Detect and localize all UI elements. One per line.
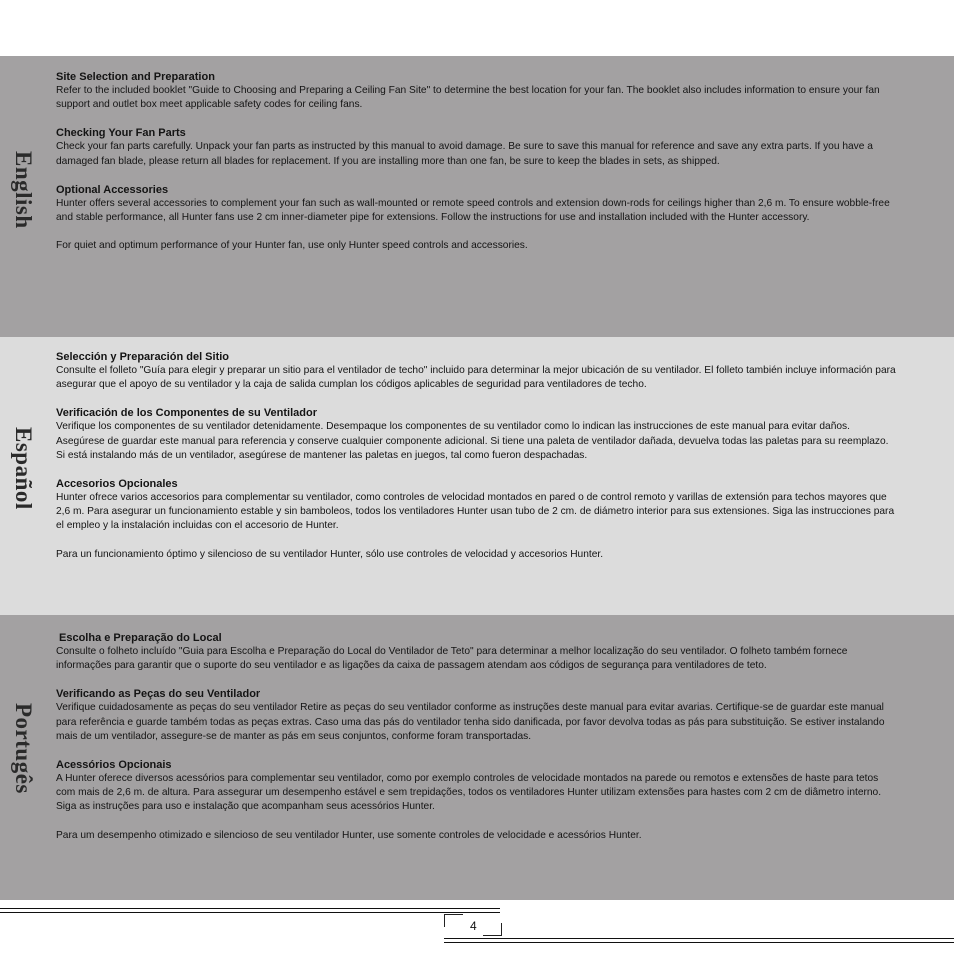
page-number: 4: [470, 919, 477, 933]
section-body: Consulte el folleto "Guía para elegir y preparar un sitio para el ventilador de techo" incluido para determinar la mejor ubicación de su ventilador. El folleto también incluye información para asegurar que el apoyo de su ventilador y la caja de salida cumplan los códigos aplicables de seguridad para ventiladores de techo.: [56, 365, 896, 391]
section-heading: Verificando as Peças do seu Ventilador: [56, 688, 261, 701]
section-body: Consulte o folheto incluído "Guia para Escolha e Preparação do Local do Ventilador de Teto" para determinar a melhor localização do seu ventilador. O folheto também fornece informações para garantir que o suporte do seu ventilador e as ligações da caixa de passagem atendam aos códigos de segurança para ventiladores de teto.: [56, 646, 848, 672]
section-site-selection: [56, 631, 898, 673]
english-content: [56, 70, 898, 253]
section-heading: Accesorios Opcionales: [56, 478, 178, 491]
section-heading: Optional Accessories: [56, 183, 169, 196]
corner-mark: [483, 923, 502, 936]
section-body: Verifique cuidadosamente as peças do seu ventilador Retire as peças do seu ventilador conforme as instruções deste manual para evitar avarias. Certifique-se de guardar este manual para referência e guarde também todas as peças extras. Caso uma das pás do ventilador tenha sido danificada, por favor devolva todas as pás para substituição. Se estiver instalando mais de um ventilador, assegure-se de manter as pás em seus conjuntos, conforme foram transportadas.: [56, 702, 885, 742]
section-body: A Hunter oferece diversos acessórios para complementar seu ventilador, como por exemplo controles de velocidade montados na parede ou remotos e extensões de haste para tetos com mais de 2,6 m. de altura. Para assegurar um desempenho estável e sem trepidações, todos os ventiladores Hunter utilizam extensões para hastes com 2 cm de diâmetro interno. Siga as instruções para uso e instalação que acompanham seus acessórios Hunter.: [56, 773, 882, 813]
section-heading: Acessórios Opcionais: [56, 759, 172, 772]
performance-note: For quiet and optimum performance of your Hunter fan, use only Hunter speed controls and accessories.: [56, 240, 528, 252]
language-label-english: English: [11, 151, 36, 229]
section-heading: Verificación de los Componentes de su Ventilador: [56, 407, 318, 420]
performance-note: Para un funcionamiento óptimo y silencioso de su ventilador Hunter, sólo use controles de velocidad y accesorios Hunter.: [56, 548, 604, 560]
section-checking-parts: [56, 687, 898, 744]
section-body: Hunter offers several accessories to complement your fan such as wall-mounted or remote speed controls and extension down-rods for ceilings higher than 2,6 m. To ensure wobble-free and stable performance, all Hunter fans use 2 cm inner-diameter pipe for extensions. Follow the instructions for use and installation included with the Hunter accessory.: [56, 197, 890, 224]
section-body: Refer to the included booklet "Guide to Choosing and Preparing a Ceiling Fan Site" to determine the best location for your fan. The booklet also includes information to ensure your fan support and outlet box meet applicable safety codes for ceiling fans.: [56, 85, 880, 111]
footer-rule-top: [0, 912, 500, 913]
language-label-portuguese: Portugês: [11, 703, 36, 794]
section-optional-accessories: [56, 758, 898, 815]
section-site-selection: [56, 350, 898, 392]
footer-rule-bottom: [444, 938, 954, 939]
section-heading: Site Selection and Preparation: [56, 71, 215, 83]
section-heading: Checking Your Fan Parts: [56, 127, 186, 140]
section-body: Check your fan parts carefully. Unpack your fan parts as instructed by this manual to avoid damage. Be sure to save this manual for reference and save any extra parts. If you have a damaged fan blade, please return all blades for replacement. If you are installing more than one fan, be sure to keep the blades in sets, as shipped.: [56, 141, 873, 167]
spanish-section: [0, 337, 954, 615]
section-heading: Selección y Preparación del Sitio: [56, 351, 230, 363]
spanish-content: [56, 350, 898, 562]
section-optional-accessories: [56, 477, 898, 534]
corner-mark: [444, 914, 463, 927]
performance-note: Para um desempenho otimizado e silencioso de seu ventilador Hunter, use somente controles de velocidade e acessórios Hunter.: [56, 829, 642, 841]
portuguese-content: [56, 631, 898, 843]
footer-rule-bottom: [444, 942, 954, 943]
portuguese-section: [0, 615, 954, 900]
section-optional-accessories: [56, 183, 898, 225]
section-heading: Escolha e Preparação do Local: [59, 632, 222, 644]
footer-rule-top: [0, 908, 500, 909]
section-body: Hunter ofrece varios accesorios para complementar su ventilador, como controles de velocidad montados en pared o de control remoto y varillas de extensión para techos mayores que 2,6 m. Para asegurar un funcionamiento estable y sin bamboleos, todos los ventiladores Hunter usan tubo de 2 cm. de diámetro interior para sus extensiones. Siga las instrucciones para el empleo y la instalación incluidas con el accesorio de Hunter.: [56, 492, 895, 532]
language-label-spanish: Español: [11, 427, 36, 510]
section-body: Verifique los componentes de su ventilador detenidamente. Desempaque los componentes de su ventilador como lo indican las instrucciones de este manual para evitar daños. Asegúrese de guardar este manual para referencia y conserve cualquier componente adicional. Si tiene una paleta de ventilador dañada, devuelva todas las paletas para su reemplazo. Si está instalando más de un ventilador, asegúrese de mantener las paletas en juegos, tal como fueron despachadas.: [56, 421, 889, 461]
section-checking-parts: [56, 126, 898, 168]
section-site-selection: [56, 70, 898, 112]
section-checking-parts: [56, 406, 898, 463]
page-number-box: [444, 914, 504, 936]
english-section: [0, 56, 954, 337]
